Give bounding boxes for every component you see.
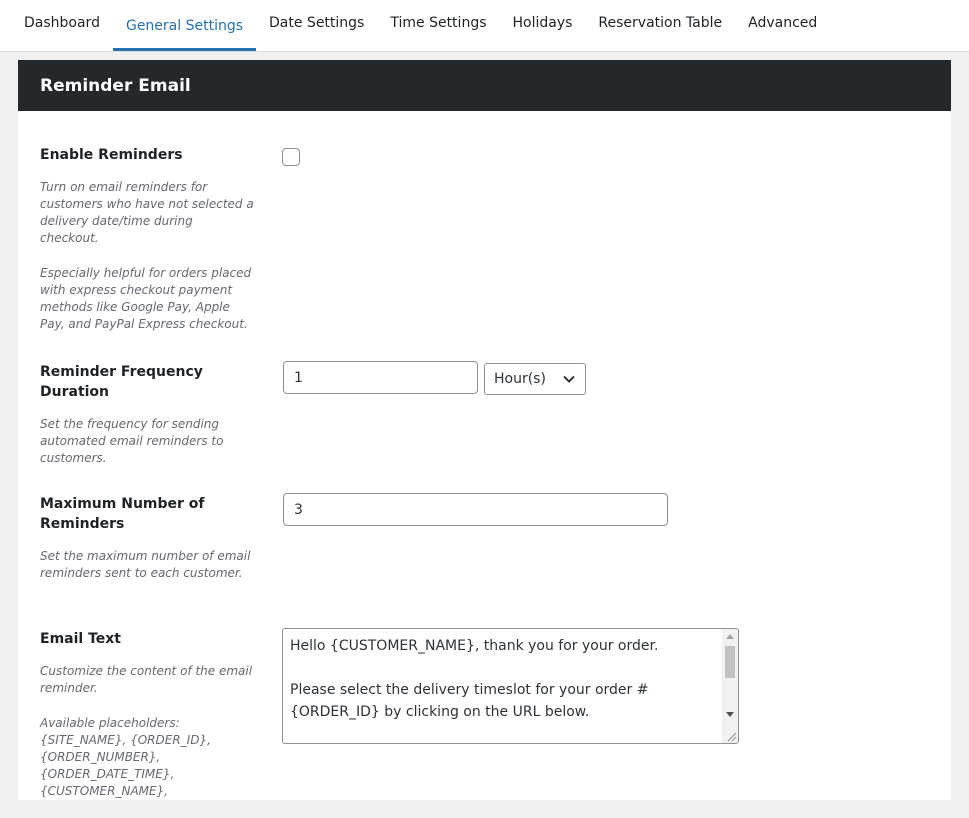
- max-reminders-desc: Set the maximum number of email reminders sent to each customer.: [40, 549, 251, 580]
- scroll-thumb[interactable]: [725, 646, 735, 678]
- enable-reminders-row: [40, 145, 260, 351]
- settings-tabs: [0, 0, 969, 52]
- panel-title: Reminder Email: [18, 60, 951, 111]
- scroll-down-arrow-icon[interactable]: [726, 712, 734, 717]
- reminder-email-panel: [18, 60, 951, 800]
- enable-reminders-desc-2: Especially helpful for orders placed with express checkout payment methods like Google Pay, Apple Pay, and PayPal Express checkout.: [40, 266, 252, 331]
- email-text-desc-1: Customize the content of the email reminder.: [40, 664, 253, 695]
- max-reminders-label: Maximum Number of Reminders: [40, 496, 205, 532]
- email-text-label: Email Text: [40, 631, 121, 647]
- textarea-scrollbar[interactable]: [722, 629, 738, 743]
- frequency-description: [40, 416, 255, 467]
- enable-reminders-desc-1: Turn on email reminders for customers who have not selected a delivery date/time during checkout.: [40, 180, 254, 245]
- tab-general-settings[interactable]: General Settings: [113, 0, 256, 51]
- enable-reminders-label: Enable Reminders: [40, 147, 183, 163]
- enable-reminders-checkbox[interactable]: [282, 148, 300, 166]
- email-text-line-1: Hello {CUSTOMER_NAME}, thank you for your order.: [290, 638, 659, 654]
- chevron-down-icon: [562, 372, 576, 386]
- frequency-label: Reminder Frequency Duration: [40, 364, 203, 400]
- email-text-textarea[interactable]: [282, 628, 739, 744]
- email-text-row: [40, 629, 260, 818]
- email-text-desc-2: Available placeholders: {SITE_NAME}, {ORDER_ID}, {ORDER_NUMBER}, {ORDER_DATE_TIME}, {CUSTOMER_NAME},: [40, 716, 211, 798]
- max-reminders-description: [40, 548, 255, 582]
- max-reminders-input[interactable]: [283, 493, 668, 526]
- frequency-unit-value: Hour(s): [494, 371, 546, 387]
- email-text-content: [290, 635, 718, 744]
- tab-reservation-table[interactable]: Reservation Table: [598, 14, 723, 31]
- email-text-line-2: Please select the delivery timeslot for your order #{ORDER_ID} by clicking on the URL below.: [290, 682, 649, 720]
- max-reminders-input-value: 3: [294, 501, 303, 518]
- tab-dashboard[interactable]: Dashboard: [24, 14, 100, 31]
- frequency-desc: Set the frequency for sending automated email reminders to customers.: [40, 417, 224, 465]
- frequency-input-value: 1: [294, 369, 303, 386]
- scroll-up-arrow-icon[interactable]: [726, 634, 734, 639]
- tab-holidays[interactable]: Holidays: [512, 14, 573, 31]
- frequency-input[interactable]: [283, 361, 478, 394]
- email-text-description: [40, 663, 255, 800]
- tab-date-settings[interactable]: Date Settings: [269, 14, 365, 31]
- tab-advanced[interactable]: Advanced: [748, 14, 818, 31]
- max-reminders-row: [40, 494, 255, 600]
- tab-time-settings[interactable]: Time Settings: [390, 14, 487, 31]
- frequency-row: [40, 362, 260, 485]
- enable-reminders-description: [40, 179, 255, 333]
- resize-grip-icon[interactable]: [725, 730, 737, 742]
- frequency-unit-select[interactable]: [484, 363, 586, 395]
